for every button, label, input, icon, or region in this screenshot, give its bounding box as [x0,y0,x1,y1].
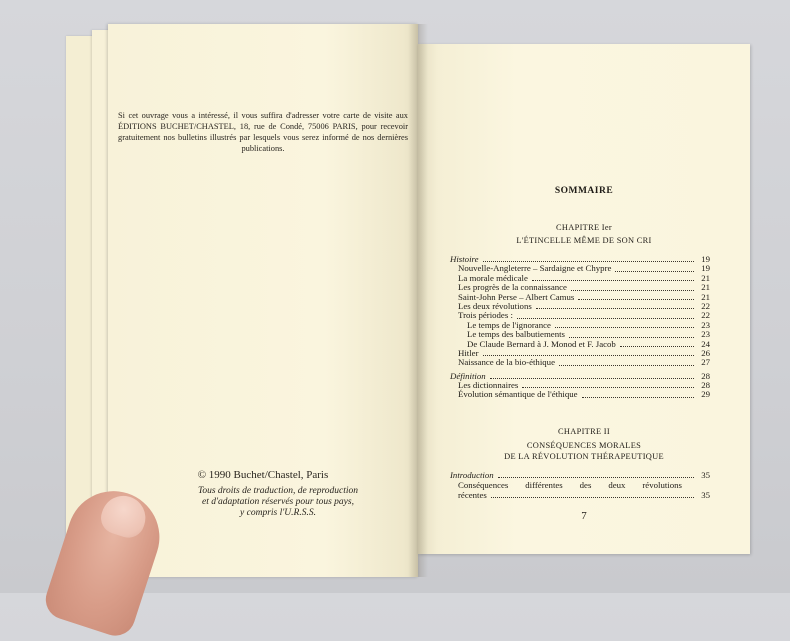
leader-dots [483,260,694,262]
toc-entry-page: 28 [701,380,710,391]
toc-entry [450,358,710,367]
toc-entry-label: Le temps des balbutiements [467,329,565,340]
toc-entry-page: 21 [701,272,710,283]
leader-dots [522,386,694,388]
toc-entry-page: 23 [701,329,710,340]
leader-dots [483,354,694,356]
publisher-notice: Si cet ouvrage vous a intéressé, il vous suffira d'adresser votre carte de visite aux ÉDITIONS BUCHET/CHASTEL, 18, rue de Condé, 75006 PARIS, pour recevoir gratuitement nos bulletins illustrés par lesquels vous serez informé de nos dernières publications. [118,111,408,153]
toc-title: SOMMAIRE [554,186,614,196]
toc-word: différentes [525,480,563,490]
toc-entry-page: 35 [701,470,710,480]
toc-entry-page: 22 [701,310,710,321]
toc-entry-label: Évolution sémantique de l'éthique [458,389,578,400]
book-gutter [408,24,428,577]
toc-entry [450,470,710,480]
toc-entry-page: 26 [701,347,710,358]
leader-dots [571,289,694,291]
leader-dots [578,298,694,300]
toc-entry-wrapped [450,480,710,490]
toc-entry-label: Les dictionnaires [458,380,519,391]
toc-entry-label: Trois périodes : [458,310,513,321]
toc-entry [450,390,710,399]
toc-entry-label: De Claude Bernard à J. Monod et F. Jacob [467,338,616,349]
chapter2-toc [450,470,710,500]
copyright-line: © 1990 Buchet/Chastel, Paris [197,469,329,481]
toc-entry-label: Introduction [450,470,494,480]
toc-entry-page: 24 [701,338,710,349]
toc-word: deux [608,480,626,490]
leader-dots [559,364,694,366]
toc-entry-page: 22 [701,300,710,311]
toc-entry-page: 21 [701,291,710,302]
toc-entry-page: 35 [701,490,710,500]
toc-entry-label: Saint-John Perse – Albert Camus [458,291,575,302]
toc-entry [450,490,710,500]
rights-notice: Tous droits de traduction, de reproduction et d'adaptation réservés pour tous pays, y compris l'U.R.S.S. [197,486,359,518]
leader-dots [615,270,694,272]
chapter2-title-line2: DE LA RÉVOLUTION THÉRAPEUTIQUE [504,452,664,461]
toc-entry-label: récentes [458,490,487,500]
leader-dots [532,279,694,281]
toc-entry-page: 27 [701,357,710,368]
chapter1-number: CHAPITRE Ier [556,223,612,232]
toc-entry-label: Histoire [450,253,479,264]
leader-dots [555,326,694,328]
toc-entry-page: 19 [701,263,710,274]
toc-entry-label: Naissance de la bio-éthique [458,357,555,368]
left-page [108,24,418,577]
page-number: 7 [581,510,587,522]
toc-entry-page: 28 [701,370,710,381]
toc-entry-label: La morale médicale [458,272,528,283]
leader-dots [582,396,694,398]
chapter1-toc [450,255,710,400]
toc-word: Conséquences [458,480,509,490]
toc-entry-page: 23 [701,319,710,330]
toc-word: des [579,480,592,490]
leader-dots [569,336,694,338]
leader-dots [536,307,694,309]
toc-entry-page: 29 [701,389,710,400]
toc-entry [450,340,710,349]
toc-entry-page: 21 [701,282,710,293]
chapter1-title: L'ÉTINCELLE MÊME DE SON CRI [516,236,652,245]
leader-dots [620,345,694,347]
toc-entry-label: Les deux révolutions [458,300,532,311]
toc-entry-label: Le temps de l'ignorance [467,319,551,330]
chapter2-number: CHAPITRE II [558,427,610,436]
toc-word: révolutions [642,480,682,490]
chapter2-title-line1: CONSÉQUENCES MORALES [526,441,642,450]
toc-entry-label: Définition [450,370,486,381]
leader-dots [517,317,694,319]
toc-entry-label: Nouvelle-Angleterre – Sardaigne et Chypre [458,263,612,274]
leader-dots [491,496,694,498]
toc-entry-label: Hitler [458,347,479,358]
leader-dots [490,377,694,379]
toc-entry-page: 19 [701,253,710,264]
toc-entry-label: Les progrès de la connaissance [458,282,567,293]
leader-dots [498,476,694,478]
